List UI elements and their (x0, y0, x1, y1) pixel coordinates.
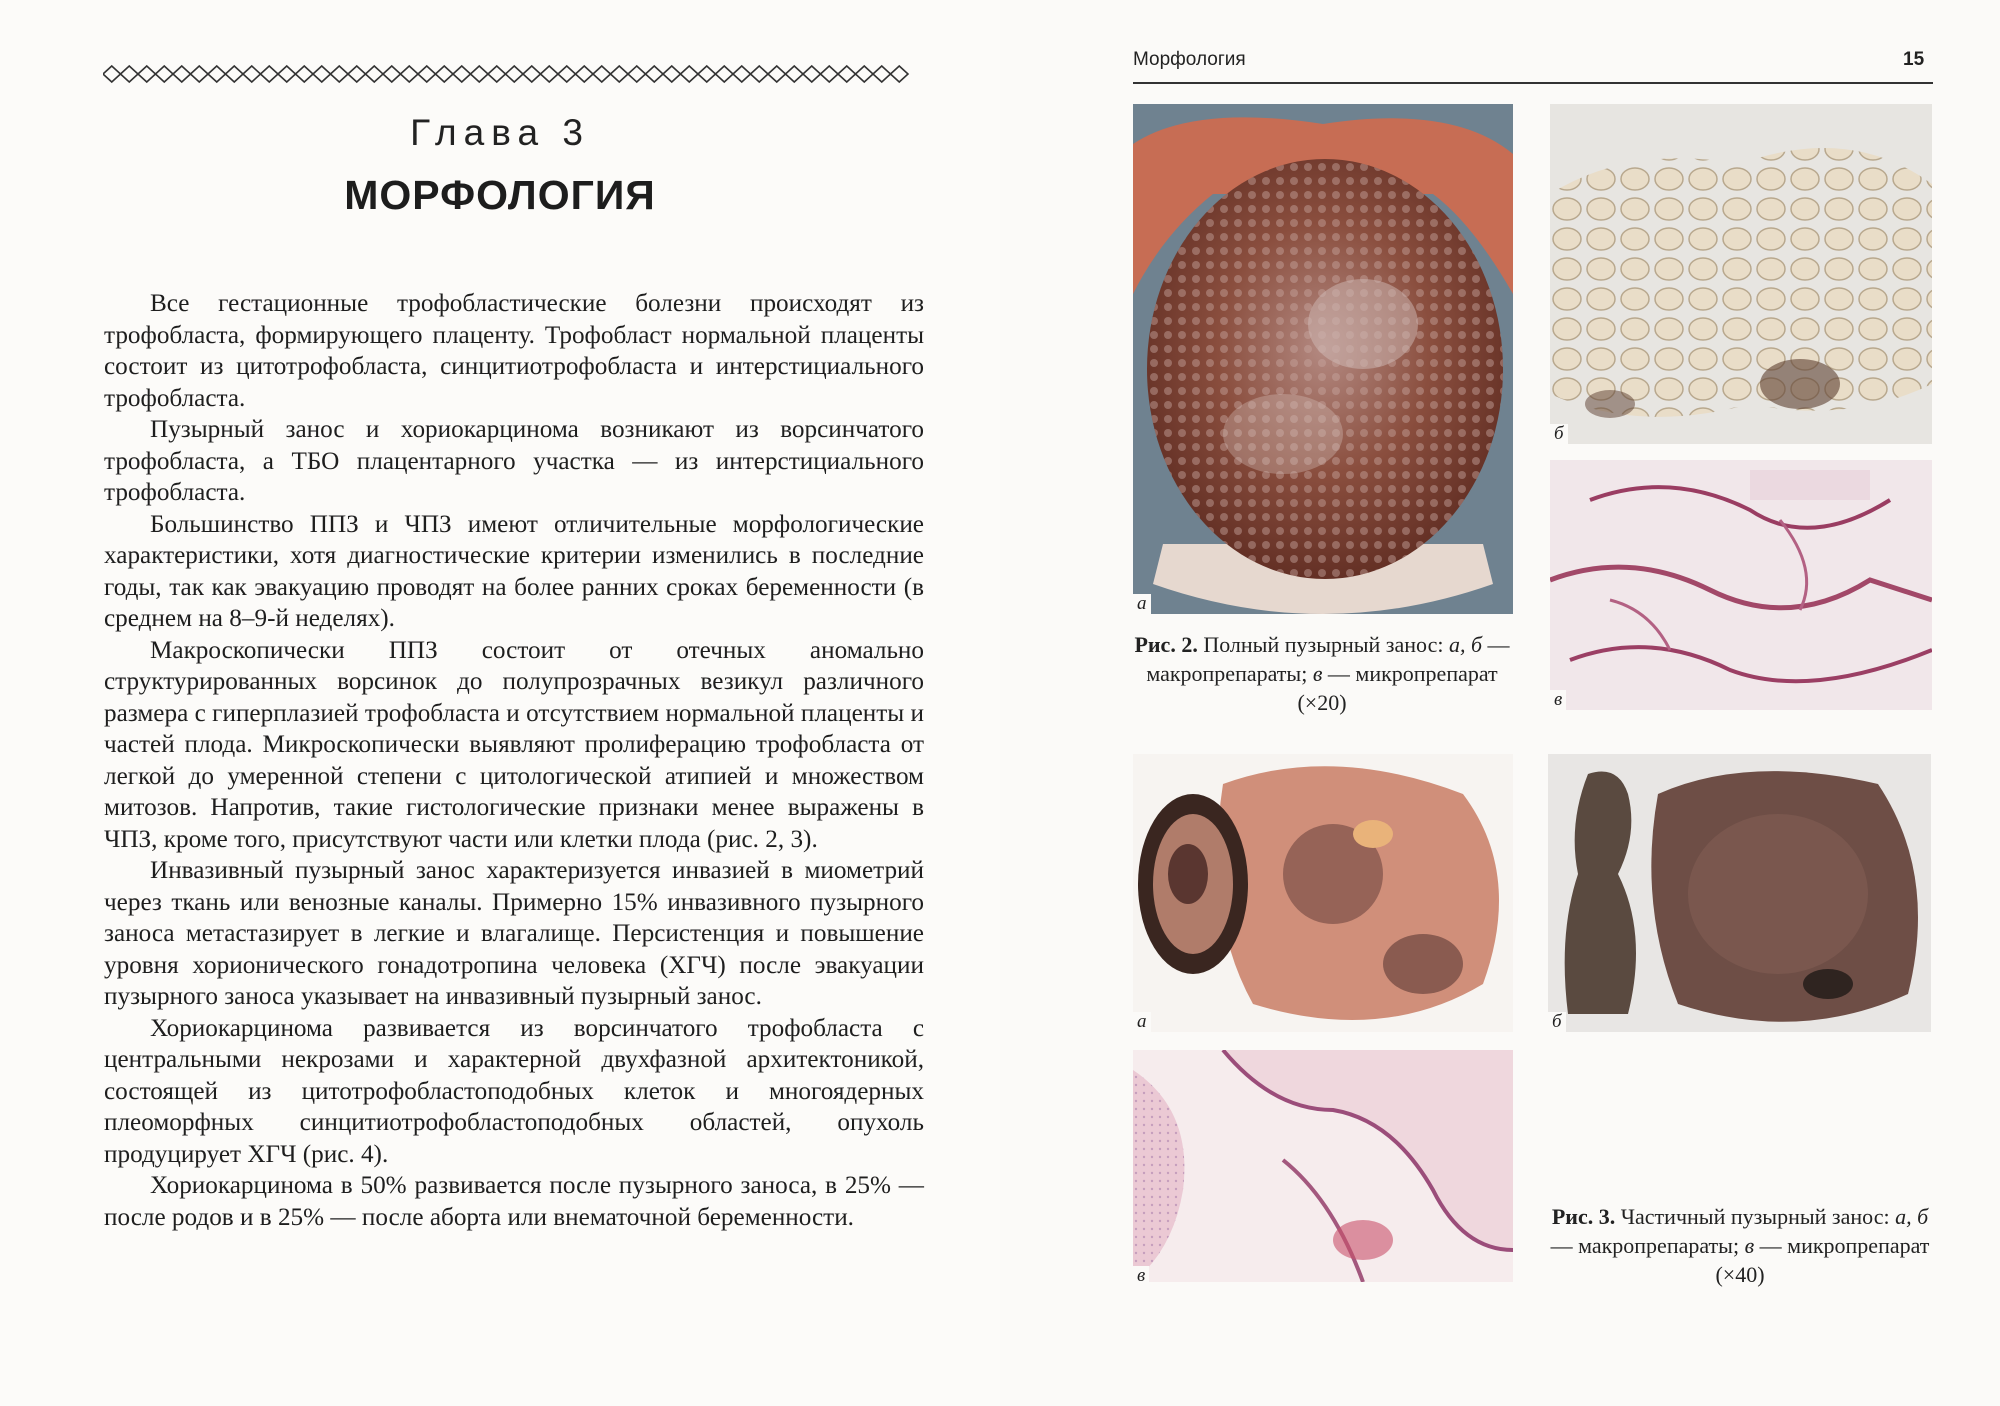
figure3-label-b: б (1548, 1012, 1566, 1032)
ornament-diamond (506, 66, 524, 82)
figure3-label-a: а (1133, 1012, 1151, 1032)
paragraph: Макроскопически ППЗ состоит от отечных аномально структурированных ворсинок до полупрозрачных везикул различного размера с гиперплазией трофобласта и отсутствием нормальной плаценты и частей плода. Микроскопически выявляют пролиферацию трофобласта от легкой до умеренной степени с цитологической атипией и множеством митозов. Напротив, такие гистологические признаки менее выражены в ЧПЗ, кроме того, присутствуют части или клетки плода (рис. 2, 3). (104, 636, 924, 853)
figure2-label-b: б (1550, 424, 1568, 444)
ornament-diamond (383, 66, 401, 82)
figure3-caption (1544, 1202, 1936, 1289)
figure3-caption-end: — микропрепарат (×40) (1715, 1233, 1930, 1287)
figure2-label-a: а (1133, 594, 1151, 614)
ornament-diamond (628, 66, 646, 82)
ornament-diamond (156, 66, 174, 82)
figure2-caption-ref: Рис. 2. (1134, 632, 1198, 657)
ornament-diamond (873, 66, 891, 82)
ornament-diamond (523, 66, 541, 82)
figure3-caption-ab: а, б (1895, 1204, 1929, 1229)
ornament-diamond (541, 66, 559, 82)
ornament-diamond (453, 66, 471, 82)
ornament-diamond (576, 66, 594, 82)
figure2-caption-v: в (1312, 661, 1323, 686)
paragraph: Хориокарцинома развивается из ворсинчатого трофобласта с центральными некрозами и характерной двухфазной архитектоникой, состоящей из цитотрофобластоподобных клеток и многоядерных плеоморфных синцитиотрофобластоподобных областей, опухоль продуцирует ХГЧ (рис. 4). (104, 1014, 924, 1168)
decorative-ornament (103, 64, 925, 84)
ornament-diamond (733, 66, 751, 82)
ornament-diamond (768, 66, 786, 82)
ornament-diamond (191, 66, 209, 82)
ornament-diamond (366, 66, 384, 82)
figure2-caption-end: — микропрепарат (×20) (1297, 661, 1498, 715)
ornament-diamond (226, 66, 244, 82)
paragraph: Инвазивный пузырный занос характеризуется инвазией в миометрий через ткань или венозные каналы. Примерно 15% инвазивного пузырного заноса метастазирует в легкие и влагалище. Персистенция и повышение уровня хорионического гонадотропина человека (ХГЧ) после эвакуации пузырного заноса указывает на инвазивный пузырный занос. (104, 857, 924, 1010)
ornament-diamond (296, 66, 314, 82)
figure3-label-v: в (1133, 1266, 1149, 1286)
ornament-diamond (838, 66, 856, 82)
paragraph: Пузырный занос и хориокарцинома возникают из ворсинчатого трофобласта, а ТБО плацентарного участка — из интерстициального трофобласта. (104, 416, 924, 506)
ornament-diamond (103, 66, 121, 82)
figure2-photo-b (1550, 104, 1932, 444)
ornament-diamond (401, 66, 419, 82)
ornament-diamond (663, 66, 681, 82)
ornament-diamond (716, 66, 734, 82)
figure2-caption-mid: — макропрепараты; (1146, 632, 1510, 686)
figure3-caption-mid: — макропрепараты; (1550, 1233, 1745, 1258)
paragraph: Все гестационные трофобластические болезни происходят из трофобласта, формирующего плаценту. Трофобласт нормальной плаценты состоит из цитотрофобласта, синцитиотрофобласта и интерстициального трофобласта. (104, 290, 924, 412)
figure2-label-v: в (1550, 690, 1566, 710)
chapter-number: Глава 3 (410, 112, 590, 153)
ornament-diamond (208, 66, 226, 82)
ornament-diamond (698, 66, 716, 82)
chapter-title: МОРФОЛОГИЯ (344, 172, 656, 218)
figure2-photo-v (1550, 460, 1932, 710)
header-rule (1133, 82, 1933, 84)
ornament-diamond (348, 66, 366, 82)
figure3-photo-b (1548, 754, 1931, 1032)
ornament-diamond (331, 66, 349, 82)
ornament-diamond (313, 66, 331, 82)
running-head: Морфология (1133, 49, 1246, 70)
ornament-diamond (261, 66, 279, 82)
figure3-photo-v (1133, 1050, 1513, 1282)
ornament-diamond (786, 66, 804, 82)
ornament-diamond (611, 66, 629, 82)
figure2-photo-a (1133, 104, 1513, 614)
ornament-diamond (173, 66, 191, 82)
ornament-diamond (646, 66, 664, 82)
ornament-diamond (803, 66, 821, 82)
page-number: 15 (1903, 49, 1925, 70)
body-text (104, 288, 924, 1233)
ornament-diamond (891, 66, 909, 82)
figure3-caption-v: в (1744, 1233, 1755, 1258)
ornament-diamond (436, 66, 454, 82)
ornament-diamond (471, 66, 489, 82)
ornament-diamond (593, 66, 611, 82)
figure3-caption-title: Частичный пузырный занос: (1620, 1204, 1890, 1229)
ornament-diamond (138, 66, 156, 82)
ornament-diamond (418, 66, 436, 82)
figure2-caption (1128, 630, 1516, 717)
ornament-diamond (856, 66, 874, 82)
ornament-diamond (488, 66, 506, 82)
ornament-diamond (751, 66, 769, 82)
figure3-caption-ref: Рис. 3. (1551, 1204, 1616, 1229)
ornament-diamond (821, 66, 839, 82)
ornament-diamond (243, 66, 261, 82)
figure2-caption-ab: а, б (1448, 632, 1483, 657)
paragraph: Хориокарцинома в 50% развивается после пузырного заноса, в 25% — после родов и в 25% — после аборта или внематочной беременности. (104, 1172, 924, 1231)
ornament-diamond (558, 66, 576, 82)
ornament-diamond (278, 66, 296, 82)
figure3-photo-a (1133, 754, 1513, 1032)
figure2-caption-title: Полный пузырный занос: (1203, 632, 1444, 657)
ornament-diamond (121, 66, 139, 82)
ornament-diamond (681, 66, 699, 82)
paragraph: Большинство ППЗ и ЧПЗ имеют отличительные морфологические характеристики, хотя диагностические критерии изменились в последние годы, так как эвакуацию проводят на более ранних сроках беременности (в среднем на 8–9-й неделях). (104, 510, 924, 632)
